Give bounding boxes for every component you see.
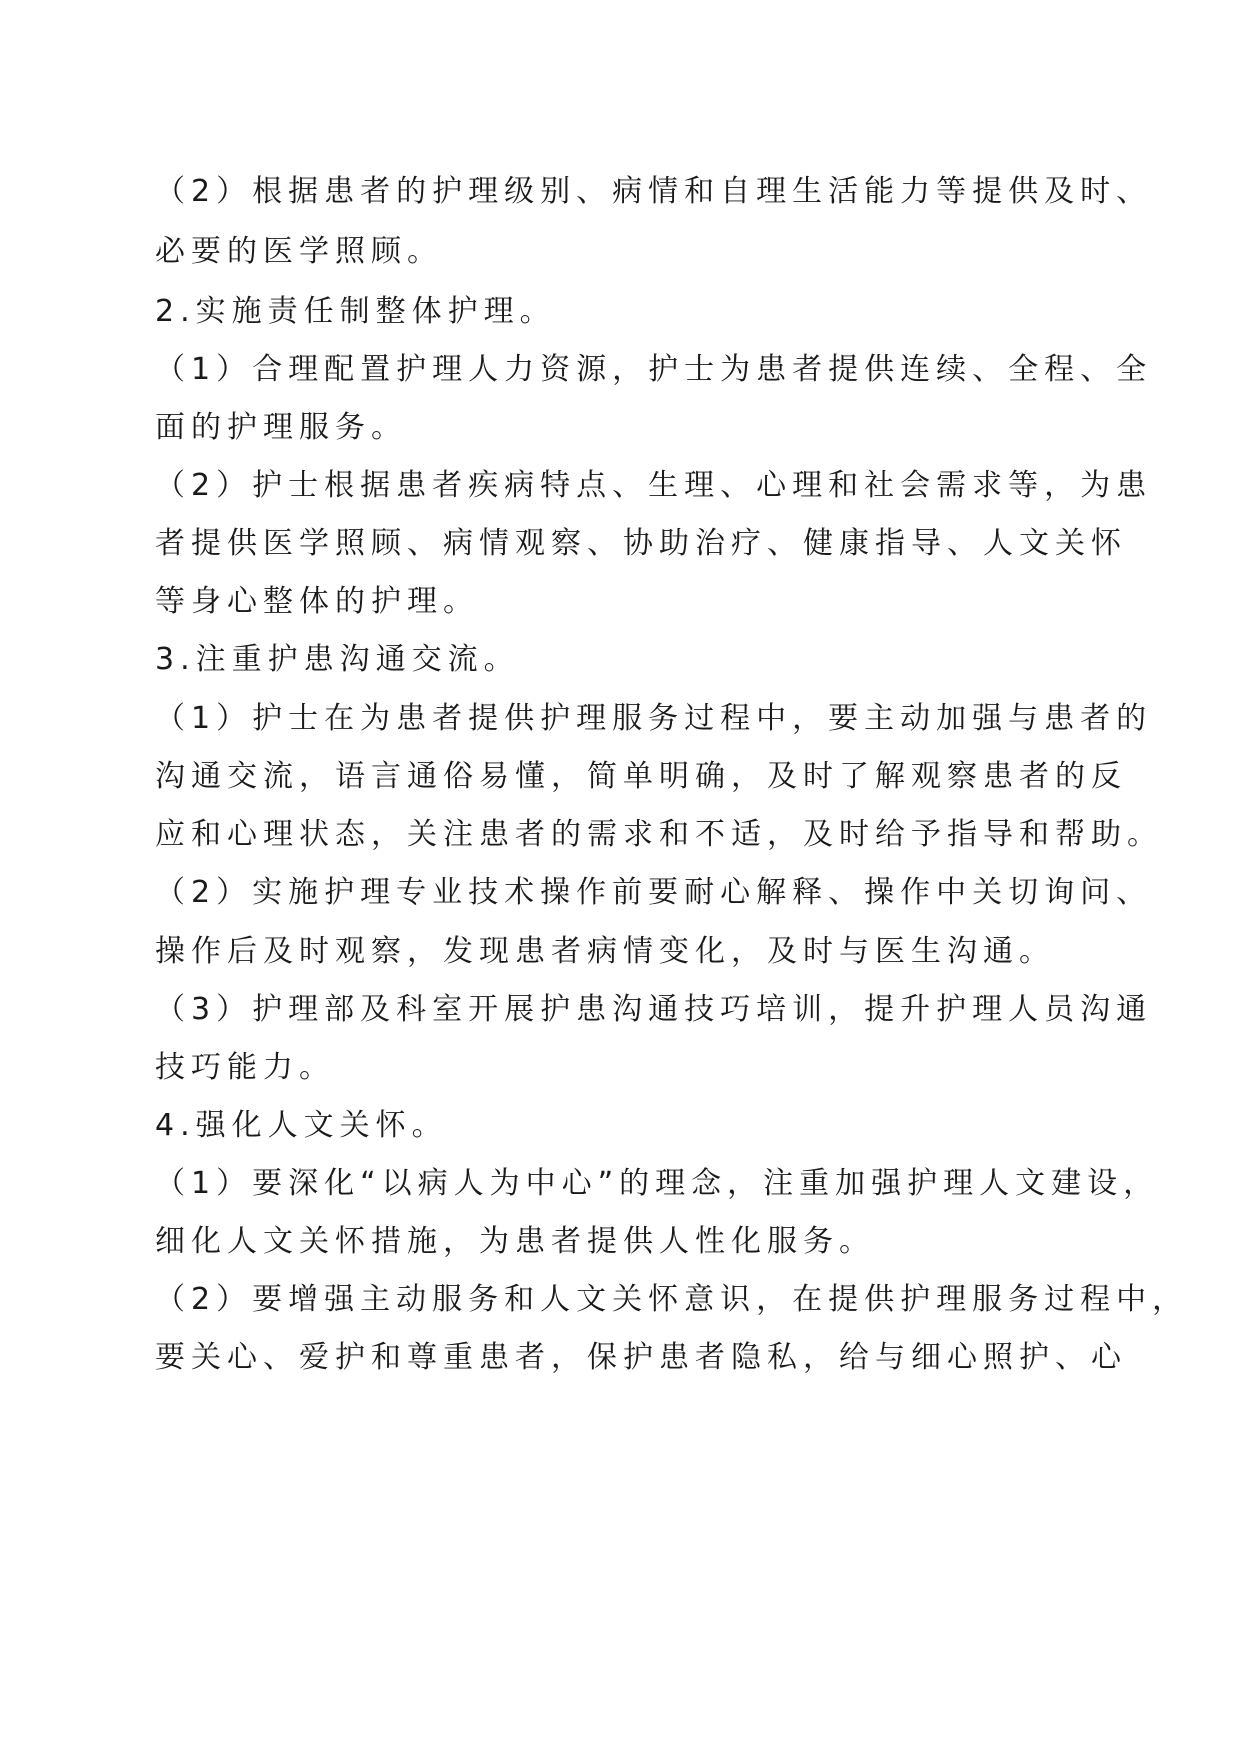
text-line: 者提供医学照顾、病情观察、协助治疗、健康指导、人文关怀 <box>155 526 1127 561</box>
text-line: （3）护理部及科室开展护患沟通技巧培训，提升护理人员沟通 <box>155 992 1153 1027</box>
section-heading: 4.强化人文关怀。 <box>155 1108 448 1143</box>
text-line: 细化人文关怀措施，为患者提供人性化服务。 <box>155 1224 875 1259</box>
text-line: 技巧能力。 <box>155 1050 335 1085</box>
section-heading: 2.实施责任制整体护理。 <box>155 294 556 329</box>
text-line: 要关心、爱护和尊重患者，保护患者隐私，给与细心照护、心 <box>155 1340 1127 1375</box>
text-line: 必要的医学照顾。 <box>155 234 443 269</box>
text-line: （1）要深化“以病人为中心”的理念，注重加强护理人文建设， <box>155 1166 1160 1201</box>
text-line: （1）合理配置护理人力资源，护士为患者提供连续、全程、全 <box>155 352 1153 387</box>
text-line: 沟通交流，语言通俗易懂，简单明确，及时了解观察患者的反 <box>155 759 1127 794</box>
text-line: （2）护士根据患者疾病特点、生理、心理和社会需求等，为患 <box>155 468 1153 503</box>
text-line: 应和心理状态，关注患者的需求和不适，及时给予指导和帮助。 <box>155 817 1163 852</box>
text-line: （2）要增强主动服务和人文关怀意识，在提供护理服务过程中， <box>155 1282 1189 1317</box>
text-line: （1）护士在为患者提供护理服务过程中，要主动加强与患者的 <box>155 701 1153 736</box>
text-line: （2）根据患者的护理级别、病情和自理生活能力等提供及时、 <box>155 174 1153 209</box>
section-heading: 3.注重护患沟通交流。 <box>155 642 520 677</box>
text-line: 操作后及时观察，发现患者病情变化，及时与医生沟通。 <box>155 934 1055 969</box>
text-line: （2）实施护理专业技术操作前要耐心解释、操作中关切询问、 <box>155 875 1153 910</box>
text-line: 等身心整体的护理。 <box>155 584 479 619</box>
text-line: 面的护理服务。 <box>155 410 407 445</box>
